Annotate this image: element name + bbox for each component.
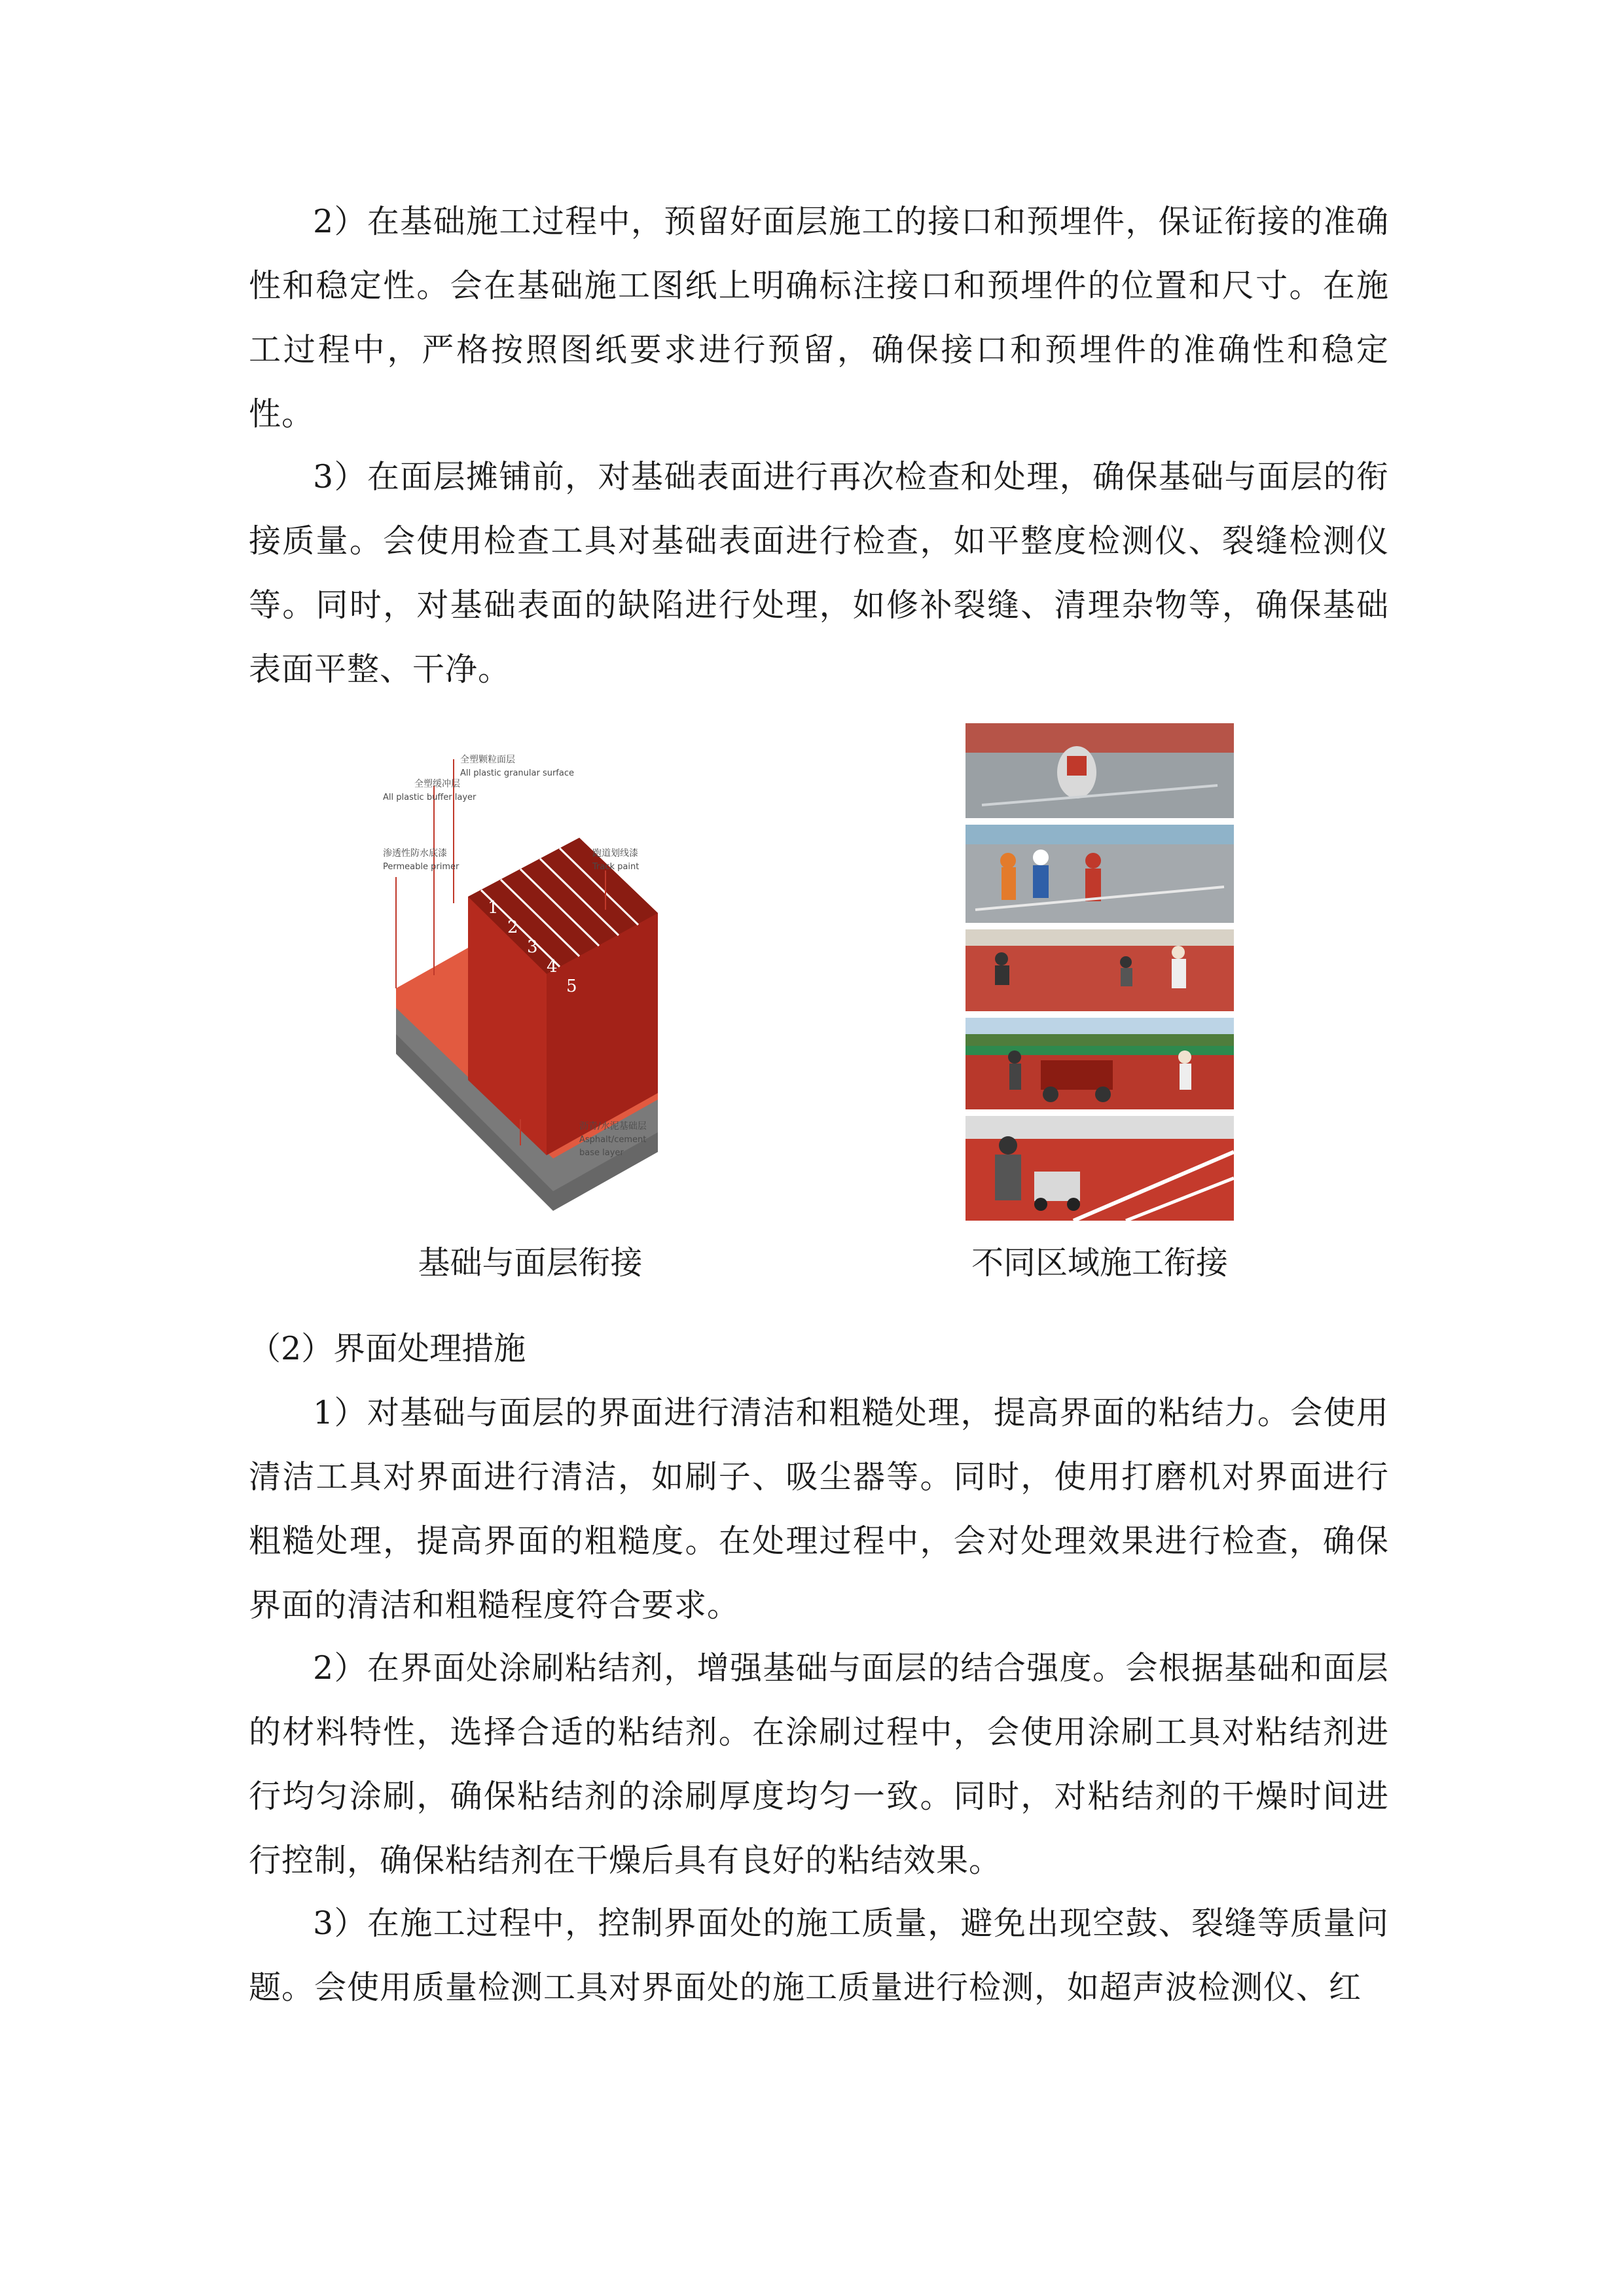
figure-track-layers xyxy=(383,726,677,1224)
construction-photo-strip xyxy=(962,720,1237,1237)
figure-construction-photos xyxy=(962,720,1237,1237)
lane-number-5: 5 xyxy=(566,977,577,996)
track-layer-diagram xyxy=(383,726,677,1224)
lane-number-1: 1 xyxy=(488,898,499,918)
label-primer-en: Permeable primer xyxy=(383,862,460,872)
lane-number-2: 2 xyxy=(507,918,518,937)
label-primer-cn: 渗透性防水底漆 xyxy=(383,848,447,859)
caption-left: 基础与面层衔接 xyxy=(418,1244,643,1282)
label-buffer-en: All plastic buffer layer xyxy=(383,793,477,802)
paragraph-4: 2）在界面处涂刷粘结剂，增强基础与面层的结合强度。会根据基础和面层的材料特性，选择合适的粘结剂。在涂刷过程中，会使用涂刷工具对粘结剂进行均匀涂刷，确保粘结剂的涂刷厚度均匀一致。同时，对粘结剂的干燥时间进行控制，确保粘结剂在干燥后具有良好的粘结效果。 xyxy=(249,1649,1389,1879)
label-surface-en: All plastic granular surface xyxy=(460,768,574,778)
paragraph-5: 3）在施工过程中，控制界面处的施工质量，避免出现空鼓、裂缝等质量问题。会使用质量检测工具对界面处的施工质量进行检测，如超声波检测仪、红 xyxy=(249,1905,1389,2006)
paragraph-1: 2）在基础施工过程中，预留好面层施工的接口和预埋件，保证衔接的准确性和稳定性。会在基础施工图纸上明确标注接口和预埋件的位置和尺寸。在施工过程中，严格按照图纸要求进行预留，确保接口和预埋件的准确性和稳定性。 xyxy=(249,203,1389,433)
section-heading: （2）界面处理措施 xyxy=(249,1330,526,1367)
label-base-en-2: base layer xyxy=(579,1148,624,1158)
lane-number-3: 3 xyxy=(527,937,538,957)
label-base-cn: 沥青/水泥基础层 xyxy=(579,1121,647,1132)
photo-4 xyxy=(965,1018,1234,1109)
caption-right: 不同区域施工衔接 xyxy=(971,1244,1228,1282)
photo-1 xyxy=(965,723,1234,818)
photo-3 xyxy=(965,929,1234,1011)
label-surface-cn: 全塑颗粒面层 xyxy=(460,755,515,765)
label-paint-cn: 跑道划线漆 xyxy=(592,848,638,859)
label-buffer-cn: 全塑缓冲层 xyxy=(414,779,460,789)
paragraph-3: 1）对基础与面层的界面进行清洁和粗糙处理，提高界面的粘结力。会使用清洁工具对界面进行清洁，如刷子、吸尘器等。同时，使用打磨机对界面进行粗糙处理，提高界面的粗糙度。在处理过程中，会对处理效果进行检查，确保界面的清洁和粗糙程度符合要求。 xyxy=(249,1394,1389,1624)
photo-2 xyxy=(965,825,1234,923)
photo-5 xyxy=(965,1116,1234,1221)
label-base-en-1: Asphalt/cement xyxy=(579,1135,647,1145)
paragraph-2: 3）在面层摊铺前，对基础表面进行再次检查和处理，确保基础与面层的衔接质量。会使用检查工具对基础表面进行检查，如平整度检测仪、裂缝检测仪等。同时，对基础表面的缺陷进行处理，如修补裂缝、清理杂物等，确保基础表面平整、干净。 xyxy=(249,458,1389,688)
lane-number-4: 4 xyxy=(547,957,558,977)
label-paint-en: Track paint xyxy=(592,862,640,872)
